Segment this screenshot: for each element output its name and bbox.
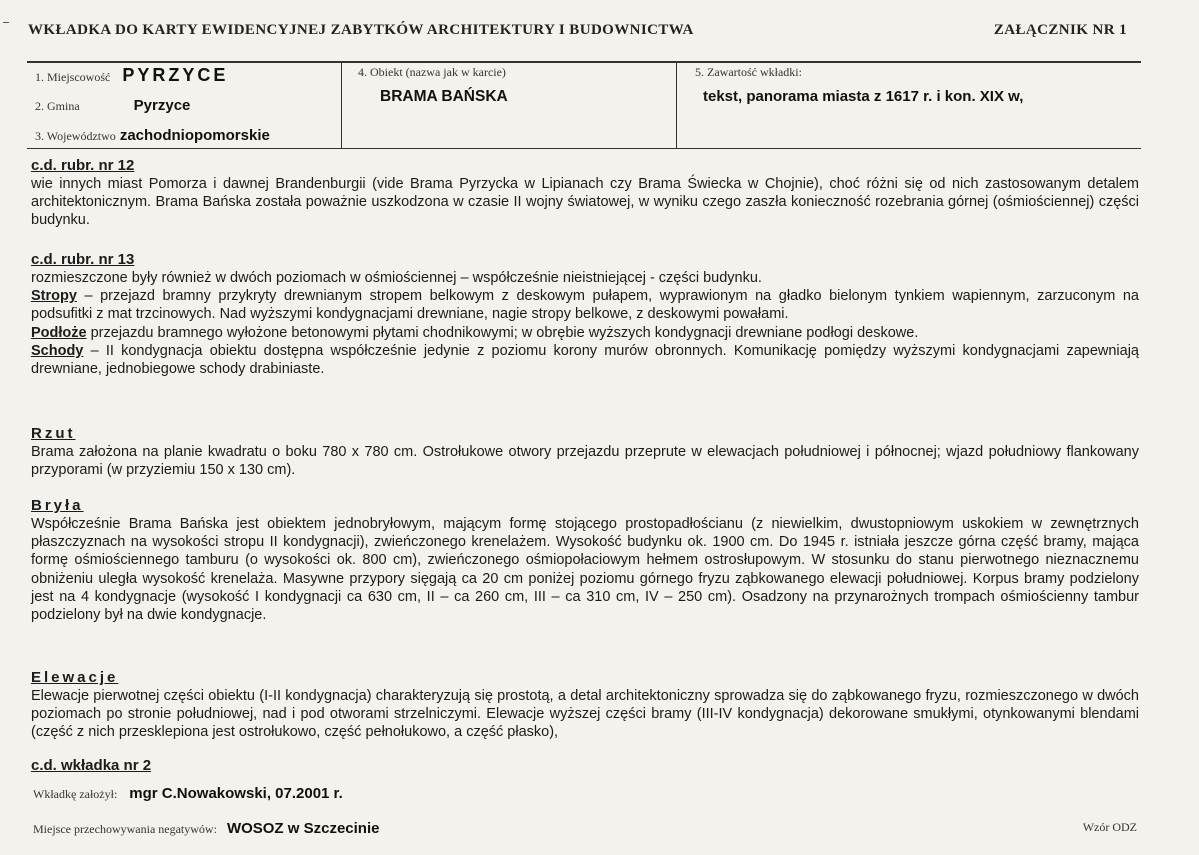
document-header — [28, 22, 1127, 39]
wojewodztwo-row — [35, 127, 270, 144]
section-heading: c.d. wkładka nr 2 — [31, 757, 152, 774]
section-text: Współcześnie Brama Bańska jest obiektem jednobryłowym, mającym formę stojącego prostopadłościanu (z niewielkim, dwustopniowym uskokiem w zewnętrznych płaszczyznach na wysokości stropu II kondygnacji), zwieńczonego krenelażem. Wysokość budynku ok. 1900 cm. Do 1945 r. istniała jeszcze górna część bramy, mająca formę ośmiościennego tamburu (o wysokości ok. 800 cm), zwieńczonego ośmiopołaciowym hełmem ostrosłupowym. W stosunku do stanu pierwotnego nieznacznemu obniżeniu uległa wysokość krenelaża. Masywne przypory sięgają ca 20 cm poniżej poziomu górnego fryzu ząbkowanego elewacji południowej. Korpus bramy podzielony jest na 4 kondygnacje (wysokość I kondygnacji ca 630 cm, II – ca 260 cm, III – ca 310 cm, IV – 250 cm). Osadzony na przynarożnych trompach ośmiościenny tambur podzielony był na dwie kondygnacje. — [31, 516, 1139, 624]
wojewodztwo-label: 3. Województwo — [35, 129, 116, 143]
stropy-paragraph — [31, 287, 1139, 323]
storage-row — [33, 820, 379, 837]
gmina-label: 2. Gmina — [35, 99, 80, 113]
section-text: wie innych miast Pomorza i dawnej Brandenburgii (vide Brama Pyrzycka w Lipianach czy Brama Świecka w Chojnie), choć różni się od nich zastosowanym detalem architektonicznym. Brama Bańska została poważnie uszkodzona w czasie II wojny światowej, w wyniku czego zaszła konieczność rozebrania górnej (ośmiościennej) części budynku. — [31, 176, 1139, 229]
contents-box — [677, 63, 1141, 148]
schody-heading: Schody — [31, 342, 84, 359]
form-template-mark: Wzór ODZ — [1082, 820, 1137, 834]
section-rubr-12 — [31, 157, 1139, 230]
author-row — [33, 785, 343, 802]
section-heading: Rzut — [31, 425, 76, 442]
zawartosc-label: 5. Zawartość wkładki: — [695, 65, 802, 79]
section-intro: rozmieszczone były również w dwóch poziomach w ośmiościennej – współcześnie nieistniejącej - części budynku. — [31, 270, 762, 286]
miejscowosc-value: PYRZYCE — [122, 65, 229, 85]
author-label: Wkładkę założył: — [33, 787, 118, 801]
podloze-text: przejazdu bramnego wyłożone betonowymi płytami chodnikowymi; w obrębie wyższych kondygnacji drewniane podłogi deskowe. — [86, 324, 919, 341]
location-box — [27, 63, 342, 148]
section-heading: Elewacje — [31, 669, 119, 686]
section-heading: Bryła — [31, 497, 84, 514]
annex-number: ZAŁĄCZNIK NR 1 — [993, 22, 1127, 38]
storage-value: WOSOZ w Szczecinie — [226, 820, 380, 837]
obiekt-label: 4. Obiekt (nazwa jak w karcie) — [358, 65, 506, 79]
stropy-heading: Stropy — [31, 288, 77, 305]
identification-boxes — [27, 63, 1141, 149]
object-box — [342, 63, 677, 148]
zawartosc-value: tekst, panorama miasta z 1617 r. i kon. XIX w, — [703, 88, 1024, 105]
schody-text: – II kondygnacja obiektu dostępna współcześnie jedynie z poziomu korony murów obronnych. Komunikację pomiędzy wyższymi kondygnacjami zapewniają drewniane, jednobiegowe schody drabiniaste. — [31, 342, 1139, 378]
storage-label: Miejsce przechowywania negatywów: — [33, 822, 217, 836]
miejscowosc-row — [35, 65, 228, 86]
section-bryla — [31, 497, 1139, 624]
gmina-row — [35, 97, 190, 114]
section-elewacje — [31, 669, 1139, 742]
section-text: Elewacje pierwotnej części obiektu (I-II kondygnacja) charakteryzują się prostotą, a detal architektoniczny sprowadza się do ząbkowanego fryzu, rozmieszczonego w dwóch poziomach po stronie południowej, nad i pod otworami strzelniczymi. Elewacje wyższej części bramy (III-IV kondygnacja) dekorowane smukłymi, otynkowanymi blendami (część z nich przesklepiona jest ostrołukowo, część pełnołukowo, a część płasko), — [31, 688, 1139, 741]
author-value: mgr C.Nowakowski, 07.2001 r. — [129, 785, 343, 802]
obiekt-value: BRAMA BAŃSKA — [380, 88, 508, 105]
section-rubr-13 — [31, 251, 1139, 378]
section-rzut — [31, 425, 1139, 479]
margin-dash — [3, 22, 9, 23]
wojewodztwo-value: zachodniopomorskie — [119, 127, 270, 144]
podloze-heading: Podłoże — [31, 324, 87, 341]
document-title: WKŁADKA DO KARTY EWIDENCYJNEJ ZABYTKÓW ARCHITEKTURY I BUDOWNICTWA — [28, 22, 694, 38]
section-heading: c.d. rubr. nr 13 — [31, 251, 135, 268]
schody-paragraph — [31, 342, 1139, 378]
section-text: Brama założona na planie kwadratu o boku 780 x 780 cm. Ostrołukowe otwory przejazdu przeprute w elewacjach południowej i północnej; wjazd południowy flankowany przyporami (w przyziemiu 150 x 130 cm). — [31, 444, 1139, 479]
gmina-value: Pyrzyce — [133, 97, 191, 114]
miejscowosc-label: 1. Miejscowość — [35, 70, 111, 84]
section-wkladka-2 — [31, 757, 1139, 775]
podloze-paragraph — [31, 324, 1139, 342]
section-heading: c.d. rubr. nr 12 — [31, 157, 135, 174]
stropy-text: – przejazd bramny przykryty drewnianym stropem belkowym z deskowym pułapem, wyprawionym na gładko bielonym tynkiem wapiennym, zarzuconym na podsufitki z mat trzcinowych. Nad wyższymi kondygnacjami drewniane, nagie stropy belkowe, z deskowymi powałami. — [31, 288, 1139, 323]
